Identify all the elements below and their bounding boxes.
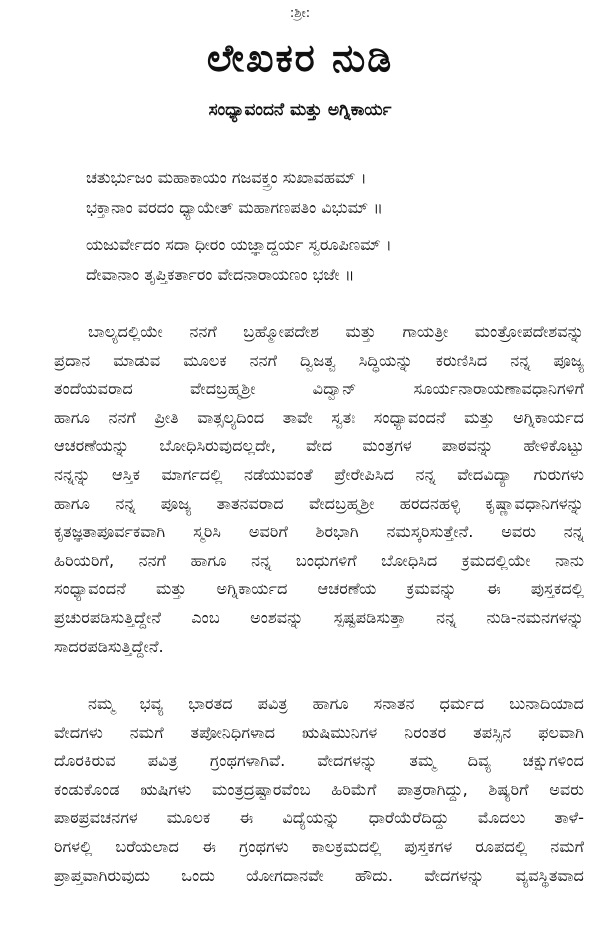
paragraph-line: ಪ್ರದಾನ ಮಾಡುವ ಮೂಲಕ ನನಗೆ ದ್ವಿಜತ್ವ ಸಿದ್ಧಿಯನ್ನು ಕರುಣಿಸಿದ ನನ್ನ ಪೂಜ್ಯ <box>54 350 584 370</box>
paragraph-acknowledgement <box>54 318 584 661</box>
verse-line: ಭಕ್ತಾನಾಂ ವರದಂ ಧ್ಯಾಯೇತ್ ಮಹಾಗಣಪತಿಂ ವಿಭುಮ್ ॥ <box>86 198 383 217</box>
paragraph-vedas <box>54 690 584 890</box>
paragraph-line: ನಮ್ಮ ಭವ್ಯ ಭಾರತದ ಪವಿತ್ರ ಹಾಗೂ ಸನಾತನ ಧರ್ಮದ ಬುನಾದಿಯಾದ <box>88 694 584 713</box>
verse-line: ಚತುರ್ಭುಜಂ ಮಹಾಕಾಯಂ ಗಜವಕ್ತ್ರಂ ಸುಖಾವಹಮ್ । <box>86 168 367 187</box>
paragraph-line: ಕೃತಜ್ಞತಾಪೂರ್ವಕವಾಗಿ ಸ್ಮರಿಸಿ ಅವರಿಗೆ ಶಿರಭಾಗಿ ನಮಸ್ಕರಿಸುತ್ತೇನೆ. ಅವರು ನನ್ನ <box>54 522 584 542</box>
paragraph-line: ಸಾದರಪಡಿಸುತ್ತಿದ್ದೇನೆ. <box>54 636 164 656</box>
paragraph-line: ತಂದೆಯವರಾದ ವೇದಬ್ರಹ್ಮಶ್ರೀ ವಿದ್ವಾನ್ ಸೂರ್ಯನಾರಾಯಣಾವಧಾನಿಗಳಿಗೆ <box>54 379 584 399</box>
paragraph-line: ಆಚರಣೆಯನ್ನು ಬೋಧಿಸಿರುವುದಲ್ಲದೇ, ವೇದ ಮಂತ್ರಗಳ ಪಾಠವನ್ನು ಹೇಳಿಕೊಟ್ಟು <box>54 436 584 456</box>
paragraph-line: ಹಾಗೂ ನನಗೆ ಪ್ರೀತಿ ವಾತ್ಸಲ್ಯದಿಂದ ತಾವೇ ಸ್ವತಃ ಸಂಧ್ಯಾವಂದನೆ ಮತ್ತು ಅಗ್ನಿಕಾರ್ಯದ <box>54 407 584 427</box>
paragraph-line: ಪ್ರಚುರಪಡಿಸುತ್ತಿದ್ದೇನೆ ಎಂಬ ಅಂಶವನ್ನು ಸ್ಪಷ್ಟಪಡಿಸುತ್ತಾ ನನ್ನ ನುಡಿ-ನಮನಗಳನ್ನು <box>54 607 584 627</box>
paragraph-line: ಹಾಗೂ ನನ್ನ ಪೂಜ್ಯ ತಾತನವರಾದ ವೇದಬ್ರಹ್ಮಶ್ರೀ ಹರದನಹಳ್ಳಿ ಕೃಷ್ಣಾವಧಾನಿಗಳನ್ನು <box>54 493 584 513</box>
verse-line: ಯಜುರ್ವೇದಂ ಸದಾ ಧೀರಂ ಯಜ್ಞಾದ್ದರ್ಯ ಸ್ವರೂಪಿಣಮ್ । <box>86 235 392 254</box>
paragraph-line: ಸಂಧ್ಯಾವಂದನೆ ಮತ್ತು ಅಗ್ನಿಕಾರ್ಯದ ಆಚರಣೆಯ ಕ್ರಮವನ್ನು ಈ ಪುಸ್ತಕದಲ್ಲಿ <box>54 579 584 599</box>
paragraph-line: ಪ್ರಾಪ್ತವಾಗಿರುವುದು ಒಂದು ಯೋಗದಾನವೇ ಹೌದು. ವೇದಗಳನ್ನು ವ್ಯವಸ್ಥಿತವಾದ <box>54 865 584 885</box>
paragraph-line: ಹಿರಿಯರಿಗೆ, ನನಗೆ ಹಾಗೂ ನನ್ನ ಬಂಧುಗಳಿಗೆ ಬೋಧಿಸಿದ ಕ್ರಮದಲ್ಲಿಯೇ ನಾನು <box>54 550 584 570</box>
paragraph-line: ನನ್ನನ್ನು ಆಸ್ತಿಕ ಮಾರ್ಗದಲ್ಲಿ ನಡೆಯುವಂತೆ ಪ್ರೇರೇಪಿಸಿದ ನನ್ನ ವೇದವಿದ್ಯಾ ಗುರುಗಳು <box>54 464 584 484</box>
paragraph-line: ದೊರಕಿರುವ ಪವಿತ್ರ ಗ್ರಂಥಗಳಾಗಿವೆ. ವೇದಗಳನ್ನು ತಮ್ಮ ದಿವ್ಯ ಚಕ್ಷುಗಳಿಂದ <box>54 751 584 771</box>
page-title: ಲೇಖಕರ ನುಡಿ <box>206 36 394 80</box>
paragraph-line: ಕಂಡುಕೊಂಡ ಋಷಿಗಳು ಮಂತ್ರದ್ರಷ್ಟಾರವೆಂಬ ಹಿರಿಮೆಗೆ ಪಾತ್ರರಾಗಿದ್ದು, ಶಿಷ್ಯರಿಗೆ ಅವರು <box>54 779 584 799</box>
verse-line: ದೇವಾನಾಂ ತೃಪ್ತಿಕರ್ತಾರಂ ವೇದನಾರಾಯಣಂ ಭಜೇ ॥ <box>86 265 355 284</box>
paragraph-line: ಬಾಲ್ಯದಲ್ಲಿಯೇ ನನಗೆ ಬ್ರಹ್ಮೋಪದೇಶ ಮತ್ತು ಗಾಯತ್ರೀ ಮಂತ್ರೋಪದೇಶವನ್ನು <box>88 322 584 341</box>
paragraph-line: ರಿಗಳಲ್ಲಿ ಬರೆಯಲಾದ ಈ ಗ್ರಂಥಗಳು ಕಾಲಕ್ರಮದಲ್ಲಿ ಪುಸ್ತಕಗಳ ರೂಪದಲ್ಲಿ ನಮಗೆ <box>54 836 584 856</box>
page-subtitle: ಸಂಧ್ಯಾವಂದನೆ ಮತ್ತು ಅಗ್ನಿಕಾರ್ಯ <box>208 100 392 120</box>
paragraph-line: ಪಾಠಪ್ರವಚನಗಳ ಮೂಲಕ ಈ ವಿದ್ಯೆಯನ್ನು ಧಾರೆಯೆರೆದಿದ್ದು ಮೊದಲು ತಾಳೆ- <box>54 808 584 828</box>
verse-yajurveda <box>86 230 570 290</box>
paragraph-line: ವೇದಗಳು ನಮಗೆ ತಪೋನಿಧಿಗಳಾದ ಋಷಿಮುನಿಗಳ ನಿರಂತರ ತಪಸ್ಸಿನ ಫಲವಾಗಿ <box>54 722 584 742</box>
sri-invocation: :ಶ್ರೀ: <box>289 6 311 21</box>
verse-ganapati <box>86 163 570 223</box>
